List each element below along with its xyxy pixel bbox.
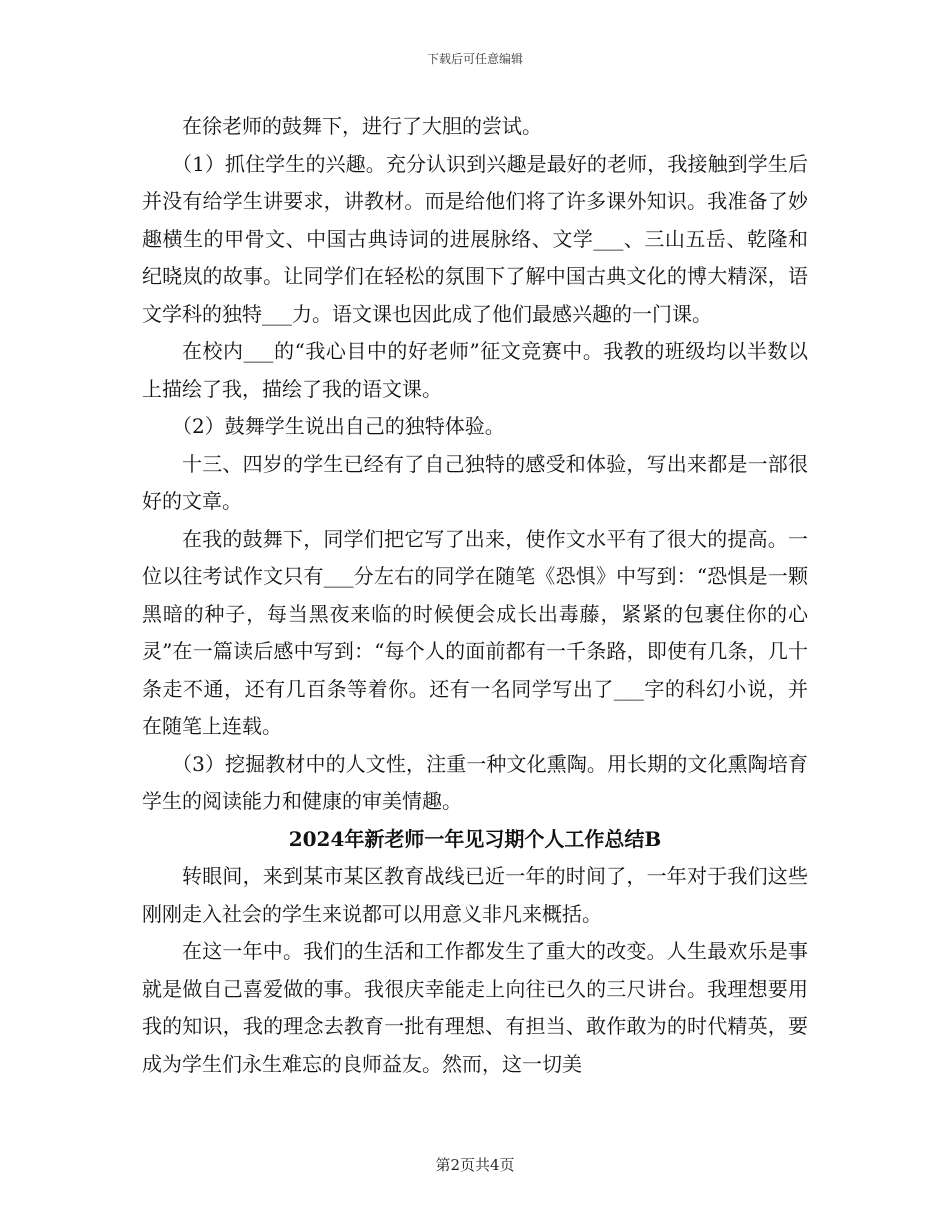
paragraph: 转眼间，来到某市某区教育战线已近一年的时间了，一年对于我们这些刚刚走入社会的学生来说都可以用意义非凡来概括。 bbox=[142, 864, 808, 926]
paragraph: 在校内___的“我心目中的好老师”征文竞赛中。我教的班级均以半数以上描绘了我，描绘了我的语文课。 bbox=[142, 339, 808, 401]
page-header: 下载后可任意编辑 bbox=[426, 52, 523, 66]
paragraph: 在徐老师的鼓舞下，进行了大胆的尝试。 bbox=[182, 114, 542, 138]
section-title: 2024年新老师一年见习期个人工作总结B bbox=[288, 826, 662, 851]
page-number: 第2页共4页 bbox=[435, 1156, 515, 1174]
paragraph: 十三、四岁的学生已经有了自己独特的感受和体验，写出来都是一部很好的文章。 bbox=[142, 451, 808, 513]
document-body bbox=[142, 108, 808, 1083]
paragraph: （2）鼓舞学生说出自己的独特体验。 bbox=[172, 414, 505, 438]
paragraph: （3）挖掘教材中的人文性，注重一种文化熏陶。用长期的文化熏陶培育学生的阅读能力和健康的审美情趣。 bbox=[142, 751, 808, 813]
paragraph: 在我的鼓舞下，同学们把它写了出来，使作文水平有了很大的提高。一位以往考试作文只有___分左右的同学在随笔《恐惧》中写到：“恐惧是一颗黑暗的种子，每当黑夜来临的时候便会成长出毒藤，紧紧的包裹住你的心灵”在一篇读后感中写到：“每个人的面前都有一千条路，即使有几条，几十条走不通，还有几百条等着你。还有一名同学写出了___字的科幻小说，并在随笔上连载。 bbox=[142, 526, 808, 738]
paragraph: （1）抓住学生的兴趣。充分认识到兴趣是最好的老师，我接触到学生后并没有给学生讲要求，讲教材。而是给他们将了许多课外知识。我准备了妙趣横生的甲骨文、中国古典诗词的进展脉络、文学___、三山五岳、乾隆和纪晓岚的故事。让同学们在轻松的氛围下了解中国古典文化的博大精深，语文学科的独特___力。语文课也因此成了他们最感兴趣的一门课。 bbox=[142, 151, 808, 326]
paragraph: 在这一年中。我们的生活和工作都发生了重大的改变。人生最欢乐是事就是做自己喜爱做的事。我很庆幸能走上向往已久的三尺讲台。我理想要用我的知识，我的理念去教育一批有理想、有担当、敢作敢为的时代精英，要成为学生们永生难忘的良师益友。然而，这一切美 bbox=[142, 939, 808, 1076]
